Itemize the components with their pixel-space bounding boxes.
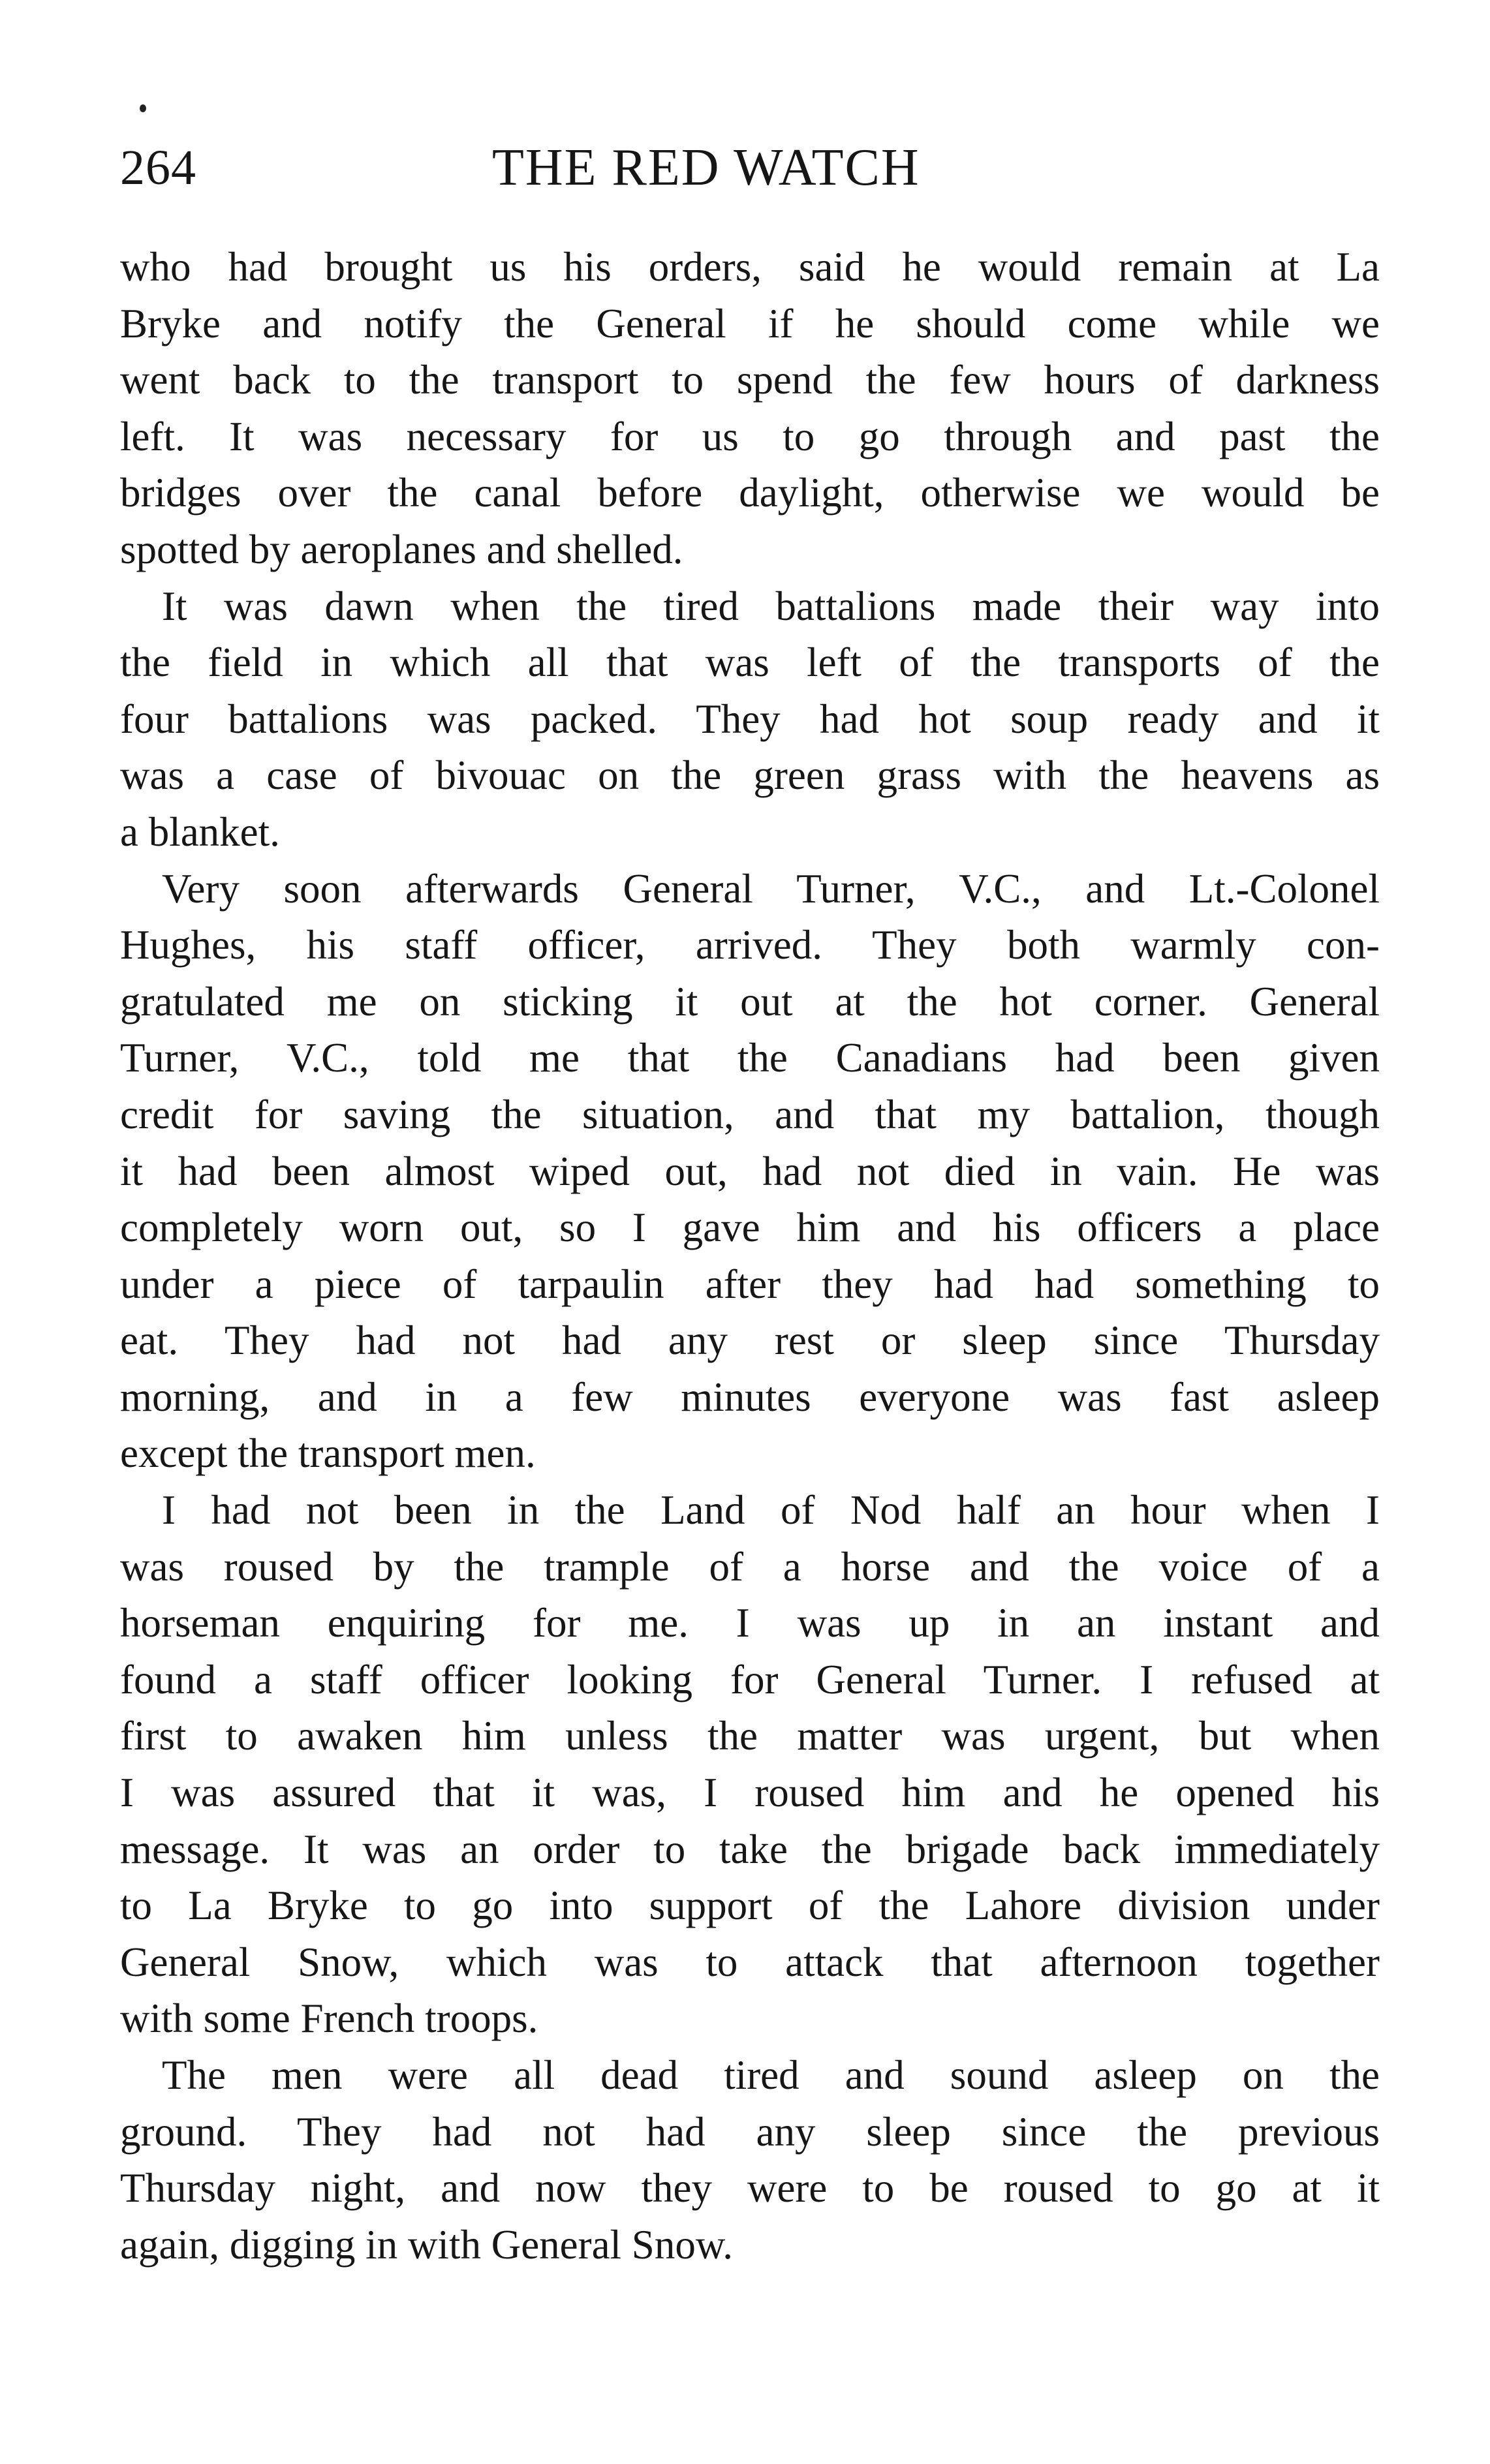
text-line: found a staff officer looking for General Turner. I refused at [120,1656,1380,1702]
page-header [120,138,1380,197]
paragraph-5 [120,2047,1380,2273]
text-line: spotted by aeroplanes and shelled. [120,526,683,572]
text-line: completely worn out, so I gave him and his officers a place [120,1205,1380,1251]
text-line: it had been almost wiped out, had not died in vain. He was [120,1148,1380,1194]
text-line: to La Bryke to go into support of the Lahore division under [120,1883,1380,1929]
paragraph-1 [120,239,1380,578]
paragraph-2 [120,578,1380,861]
paragraph-4 [120,1482,1380,2047]
text-line: who had brought us his orders, said he would remain at La [120,244,1380,290]
text-line: Very soon afterwards General Turner, V.C., and Lt.-Colonel [162,865,1380,912]
text-line: Hughes, his staff officer, arrived. They both warmly con- [120,922,1380,968]
text-line: the field in which all that was left of the transports of the [120,639,1380,686]
text-line: bridges over the canal before daylight, otherwise we would be [120,470,1380,516]
text-line: under a piece of tarpaulin after they had had something to [120,1261,1380,1307]
text-line: except the transport men. [120,1430,536,1477]
text-line: was a case of bivouac on the green grass with the heavens as [120,752,1380,799]
body-text [120,239,1380,2273]
text-line: went back to the transport to spend the few hours of darkness [120,357,1380,403]
text-line: first to awaken him unless the matter was urgent, but when [120,1713,1380,1759]
text-line: a blanket. [120,808,280,855]
text-line: again, digging in with General Snow. [120,2221,734,2268]
running-title: THE RED WATCH [492,139,920,196]
text-line: It was dawn when the tired battalions made their way into [162,583,1380,629]
text-line: message. It was an order to take the brigade back immediately [120,1826,1380,1872]
text-line: credit for saving the situation, and that my battalion, though [120,1091,1380,1137]
text-line: morning, and in a few minutes everyone was fast asleep [120,1374,1380,1420]
text-line: I had not been in the Land of Nod half an hour when I [162,1487,1380,1533]
text-line: Turner, V.C., told me that the Canadians had been given [120,1035,1380,1081]
text-line: horseman enquiring for me. I was up in an instant and [120,1600,1380,1646]
text-line: eat. They had not had any rest or sleep since Thursday [120,1317,1380,1364]
text-line: Bryke and notify the General if he should come while we [120,300,1380,346]
text-line: I was assured that it was, I roused him and he opened his [120,1770,1380,1816]
ink-speck [140,104,146,112]
text-line: The men were all dead tired and sound asleep on the [162,2052,1380,2098]
text-line: Thursday night, and now they were to be roused to go at it [120,2165,1380,2211]
text-line: was roused by the trample of a horse and the voice of a [120,1543,1380,1590]
text-line: with some French troops. [120,1995,538,2042]
text-line: General Snow, which was to attack that afternoon together [120,1939,1380,1985]
text-line: four battalions was packed. They had hot soup ready and it [120,696,1380,742]
page-number: 264 [120,140,196,195]
paragraph-3 [120,861,1380,1483]
text-line: left. It was necessary for us to go through and past the [120,413,1380,459]
text-line: gratulated me on sticking it out at the hot corner. General [120,978,1380,1024]
text-line: ground. They had not had any sleep since the previous [120,2108,1380,2155]
